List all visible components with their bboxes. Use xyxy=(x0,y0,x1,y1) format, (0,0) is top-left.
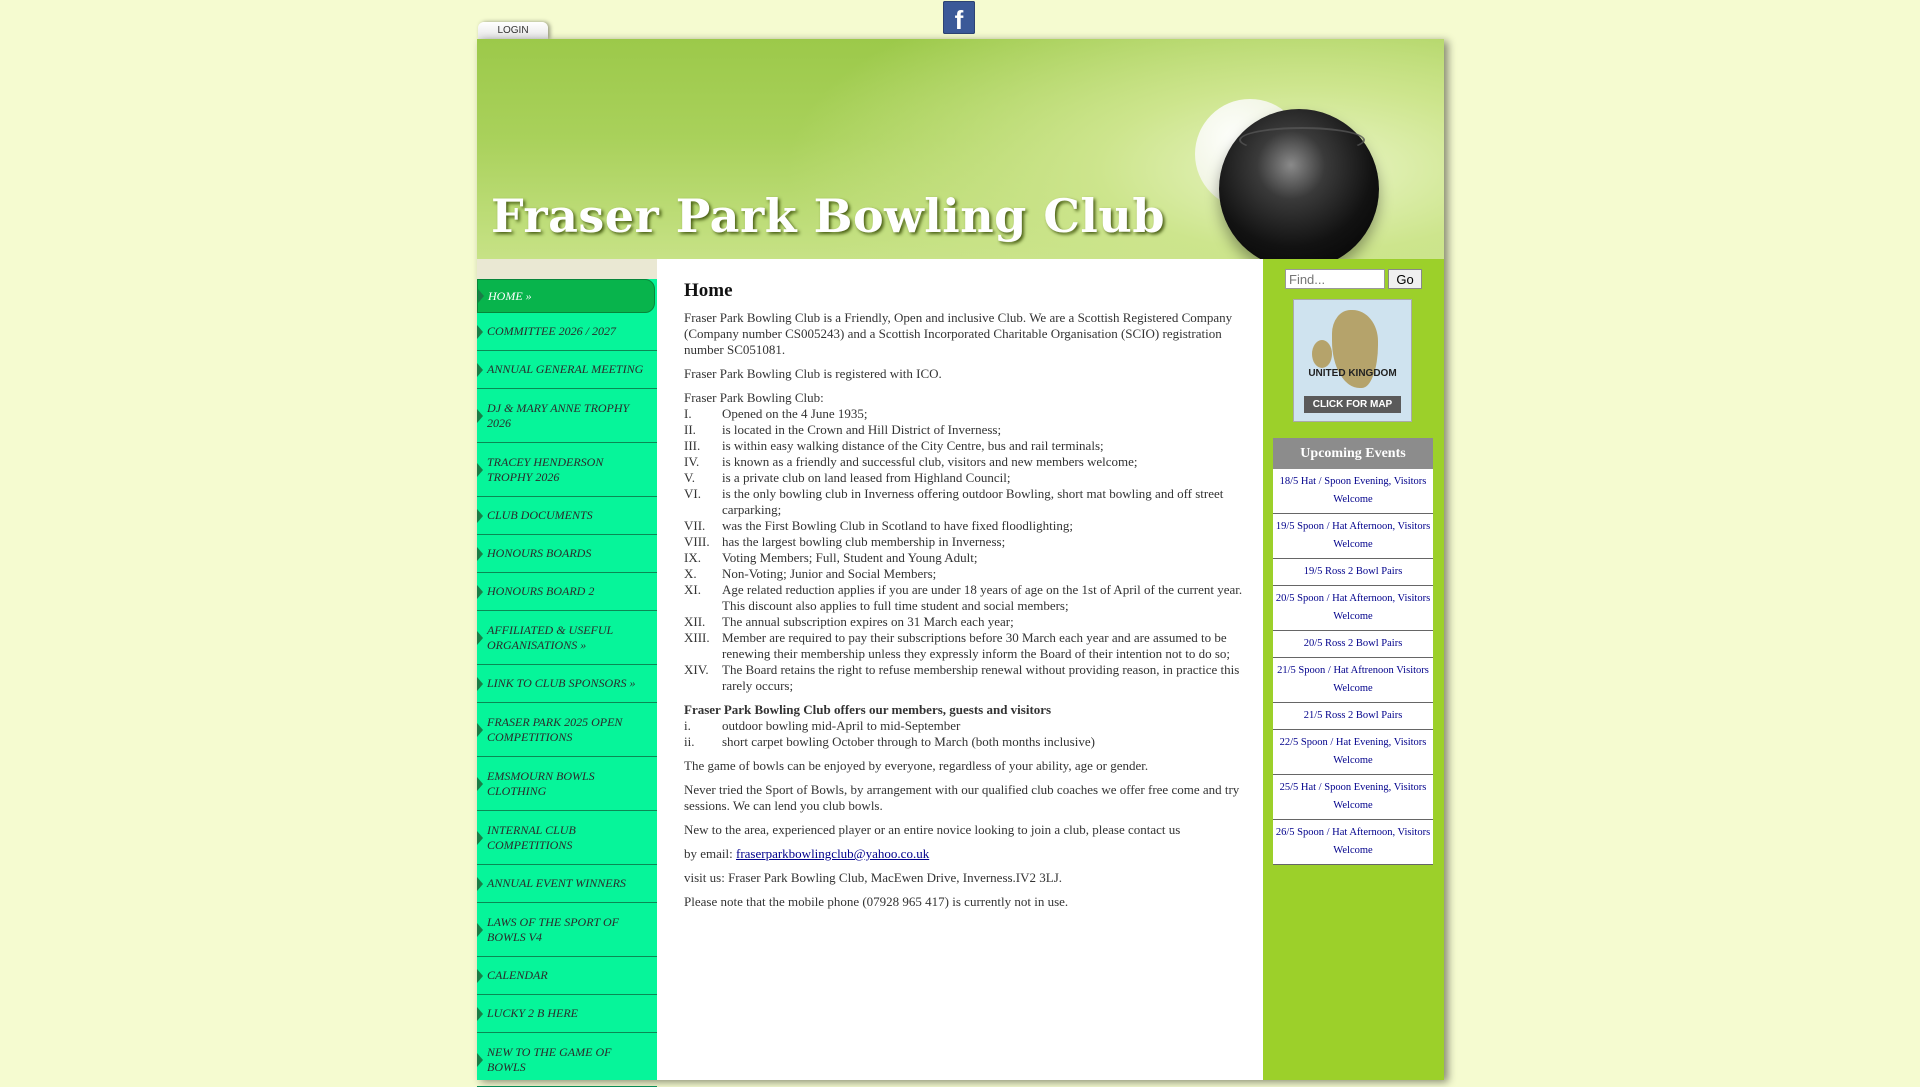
nav-top-strip xyxy=(477,259,657,279)
list-item xyxy=(684,550,1244,566)
visit-paragraph: visit us: Fraser Park Bowling Club, MacEwen Drive, Inverness.IV2 3LJ. xyxy=(684,870,1063,885)
list-item xyxy=(684,438,1244,454)
login-tab[interactable]: LOGIN xyxy=(478,22,548,39)
intro-paragraph: Fraser Park Bowling Club is a Friendly, Open and inclusive Club. We are a Scottish Registered Company (Company number CS005243) and a Scottish Incorporated Charitable Organisation (SCIO) registration number SC051081. xyxy=(684,310,1233,357)
list-item xyxy=(684,582,1244,614)
nav-item[interactable] xyxy=(477,811,657,865)
nav-item[interactable] xyxy=(477,351,657,389)
nav-item[interactable] xyxy=(477,865,657,903)
header-banner xyxy=(477,39,1444,259)
event-link[interactable]: 21/5 Spoon / Hat Aftrenoon Visitors Welcome xyxy=(1277,665,1429,694)
event-link[interactable]: 19/5 Ross 2 Bowl Pairs xyxy=(1303,566,1403,577)
ico-paragraph: Fraser Park Bowling Club is registered with ICO. xyxy=(684,366,942,381)
nav-list xyxy=(477,279,657,1087)
email-link[interactable]: fraserparkbowlingclub@yahoo.co.uk xyxy=(736,846,930,861)
event-item[interactable] xyxy=(1273,514,1433,559)
enjoy-paragraph: The game of bowls can be enjoyed by everyone, regardless of your ability, age or gender. xyxy=(684,758,1149,773)
phone-paragraph: Please note that the mobile phone (07928 965 417) is currently not in use. xyxy=(684,894,1069,909)
list-item-text: The Board retains the right to refuse membership renewal without providing reason, in practice this rarely occurs; xyxy=(722,662,1240,693)
nav-item[interactable] xyxy=(477,535,657,573)
nav-item[interactable] xyxy=(477,757,657,811)
nav-item[interactable] xyxy=(477,611,657,665)
list-item-text: Voting Members; Full, Student and Young Adult; xyxy=(722,550,978,565)
nav-item[interactable] xyxy=(477,957,657,995)
list-item-number: i. xyxy=(684,718,691,733)
event-item[interactable] xyxy=(1273,703,1433,730)
list-item xyxy=(684,470,1244,486)
facebook-icon[interactable] xyxy=(943,1,975,34)
nav-item[interactable] xyxy=(477,313,657,351)
nav-item-label: LUCKY 2 B HERE xyxy=(487,1006,579,1020)
list-item-number: VI. xyxy=(684,486,701,501)
event-item[interactable] xyxy=(1273,658,1433,703)
event-link[interactable]: 25/5 Hat / Spoon Evening, Visitors Welcome xyxy=(1279,782,1427,811)
list-item-text: was the First Bowling Club in Scotland to have fixed floodlighting; xyxy=(722,518,1073,533)
nav-item-label: FRASER PARK 2025 OPEN COMPETITIONS xyxy=(487,714,623,744)
list-item-number: XI. xyxy=(684,582,701,597)
right-sidebar xyxy=(1263,259,1444,1080)
event-item[interactable] xyxy=(1273,775,1433,820)
list-item-number: V. xyxy=(684,470,695,485)
event-item[interactable] xyxy=(1273,820,1433,865)
email-prefix: by email: xyxy=(684,846,736,861)
list-item-number: XIV. xyxy=(684,662,709,677)
event-item[interactable] xyxy=(1273,559,1433,586)
bowl-ring xyxy=(1239,127,1365,153)
list-item-text: is located in the Crown and Hill District of Inverness; xyxy=(722,422,1002,437)
nav-item-label: CALENDAR xyxy=(487,968,548,982)
upcoming-events-panel xyxy=(1273,438,1433,865)
nav-item[interactable] xyxy=(477,1033,657,1087)
list-item xyxy=(684,406,1244,422)
event-link[interactable]: 26/5 Spoon / Hat Afternoon, Visitors Welcome xyxy=(1275,827,1431,856)
list-item-number: XIII. xyxy=(684,630,710,645)
list-item-text: short carpet bowling October through to March (both months inclusive) xyxy=(722,734,1095,749)
nav-item-label: LAWS OF THE SPORT OF BOWLS V4 xyxy=(487,914,619,944)
list-item xyxy=(684,454,1244,470)
list-item-number: IX. xyxy=(684,550,701,565)
list-item-number: IV. xyxy=(684,454,700,469)
nav-item[interactable] xyxy=(477,665,657,703)
list-item-number: II. xyxy=(684,422,696,437)
event-item[interactable] xyxy=(1273,631,1433,658)
list-item-text: is within easy walking distance of the City Centre, bus and rail terminals; xyxy=(722,438,1104,453)
nav-item[interactable] xyxy=(477,389,657,443)
nav-item-label: HONOURS BOARDS xyxy=(487,546,592,560)
event-link[interactable]: 19/5 Spoon / Hat Afternoon, Visitors Welcome xyxy=(1275,521,1431,550)
event-link[interactable]: 21/5 Ross 2 Bowl Pairs xyxy=(1303,710,1403,721)
ireland-shape xyxy=(1312,340,1332,368)
list-item xyxy=(684,662,1244,694)
nav-item-label: TRACEY HENDERSON TROPHY 2026 xyxy=(487,454,604,484)
nav-item-label: COMMITTEE 2026 / 2027 xyxy=(487,324,616,338)
list-item-text: is the only bowling club in Inverness offering outdoor Bowling, short mat bowling and off street carparking; xyxy=(722,486,1224,517)
list-item xyxy=(684,734,1244,750)
map-country-label: UNITED KINGDOM xyxy=(1308,368,1397,379)
list-item-text: The annual subscription expires on 31 March each year; xyxy=(722,614,1014,629)
list-item xyxy=(684,614,1244,630)
facebook-glyph: f xyxy=(954,5,964,34)
nav-item-label: ANNUAL EVENT WINNERS xyxy=(487,876,626,890)
events-heading: Upcoming Events xyxy=(1273,438,1433,469)
facts-list xyxy=(684,406,1244,694)
nav-item-label: HOME » xyxy=(488,288,532,303)
nav-item[interactable] xyxy=(477,703,657,757)
search-go-button[interactable]: Go xyxy=(1388,269,1422,289)
event-link[interactable]: 18/5 Hat / Spoon Evening, Visitors Welcome xyxy=(1279,476,1427,505)
nav-item-label: CLUB DOCUMENTS xyxy=(487,508,593,522)
offers-list xyxy=(684,718,1244,750)
main-content xyxy=(657,259,1263,1080)
list-item-text: has the largest bowling club membership in Inverness; xyxy=(722,534,1006,549)
list-item-number: VII. xyxy=(684,518,706,533)
nav-item-label: INTERNAL CLUB COMPETITIONS xyxy=(487,822,576,852)
list-item-text: is a private club on land leased from Highland Council; xyxy=(722,470,1011,485)
list-item-number: ii. xyxy=(684,734,695,749)
email-paragraph xyxy=(684,846,1244,862)
nav-item-label: DJ & MARY ANNE TROPHY 2026 xyxy=(487,400,630,430)
list-item-number: I. xyxy=(684,406,692,421)
list-item xyxy=(684,422,1244,438)
map-cta-label: CLICK FOR MAP xyxy=(1304,396,1401,413)
list-item-number: X. xyxy=(684,566,697,581)
event-link[interactable]: 20/5 Ross 2 Bowl Pairs xyxy=(1303,638,1403,649)
list-intro: Fraser Park Bowling Club: xyxy=(684,390,824,405)
new-area-paragraph: New to the area, experienced player or an entire novice looking to join a club, please contact us xyxy=(684,822,1181,837)
list-item xyxy=(684,718,1244,734)
list-item-text: outdoor bowling mid-April to mid-September xyxy=(722,718,961,733)
offers-heading: Fraser Park Bowling Club offers our members, guests and visitors xyxy=(684,702,1052,717)
nav-item-label: HONOURS BOARD 2 xyxy=(487,584,595,598)
event-item[interactable] xyxy=(1273,586,1433,631)
site-title: Fraser Park Bowling Club xyxy=(491,189,1166,243)
nav-item[interactable] xyxy=(477,443,657,497)
list-item xyxy=(684,518,1244,534)
list-item-text: Non-Voting; Junior and Social Members; xyxy=(722,566,937,581)
list-item xyxy=(684,486,1244,518)
sidebar-nav xyxy=(477,259,657,1080)
list-item-text: Opened on the 4 June 1935; xyxy=(722,406,868,421)
nav-item-label: EMSMOURN BOWLS CLOTHING xyxy=(487,768,595,798)
list-item-number: III. xyxy=(684,438,701,453)
nav-item[interactable] xyxy=(477,995,657,1033)
nav-item[interactable] xyxy=(477,573,657,611)
list-item-text: is known as a friendly and successful club, visitors and new members welcome; xyxy=(722,454,1138,469)
events-list xyxy=(1273,469,1433,865)
nav-item-label: ANNUAL GENERAL MEETING xyxy=(487,362,644,376)
nav-item[interactable] xyxy=(477,497,657,535)
event-item[interactable] xyxy=(1273,730,1433,775)
list-item-number: VIII. xyxy=(684,534,710,549)
list-item xyxy=(684,534,1244,550)
nav-item[interactable] xyxy=(477,279,655,313)
never-tried-paragraph: Never tried the Sport of Bowls, by arrangement with our qualified club coaches we offer free come and try sessions. We can lend you club bowls. xyxy=(684,782,1240,813)
nav-item-label: AFFILIATED & USEFUL ORGANISATIONS » xyxy=(487,622,613,652)
event-link[interactable]: 20/5 Spoon / Hat Afternoon, Visitors Welcome xyxy=(1275,593,1431,622)
list-item-number: XII. xyxy=(684,614,706,629)
page-heading: Home xyxy=(684,280,733,301)
search-input[interactable] xyxy=(1285,269,1385,289)
event-item[interactable] xyxy=(1273,469,1433,514)
list-item xyxy=(684,566,1244,582)
list-item-text: Member are required to pay their subscriptions before 30 March each year and are assumed to be renewing their membership unless they expressly inform the Board of their intention not to do so; xyxy=(722,630,1230,661)
page-container xyxy=(477,39,1444,1080)
nav-item[interactable] xyxy=(477,903,657,957)
list-item-text: Age related reduction applies if you are under 18 years of age on the 1st of April of the current year. This discount also applies to full time student and social members; xyxy=(722,582,1243,613)
uk-map-link[interactable] xyxy=(1293,299,1412,422)
event-link[interactable]: 22/5 Spoon / Hat Evening, Visitors Welcome xyxy=(1279,737,1427,766)
nav-item-label: NEW TO THE GAME OF BOWLS xyxy=(487,1044,612,1074)
nav-item-label: LINK TO CLUB SPONSORS » xyxy=(487,676,636,690)
list-item xyxy=(684,630,1244,662)
